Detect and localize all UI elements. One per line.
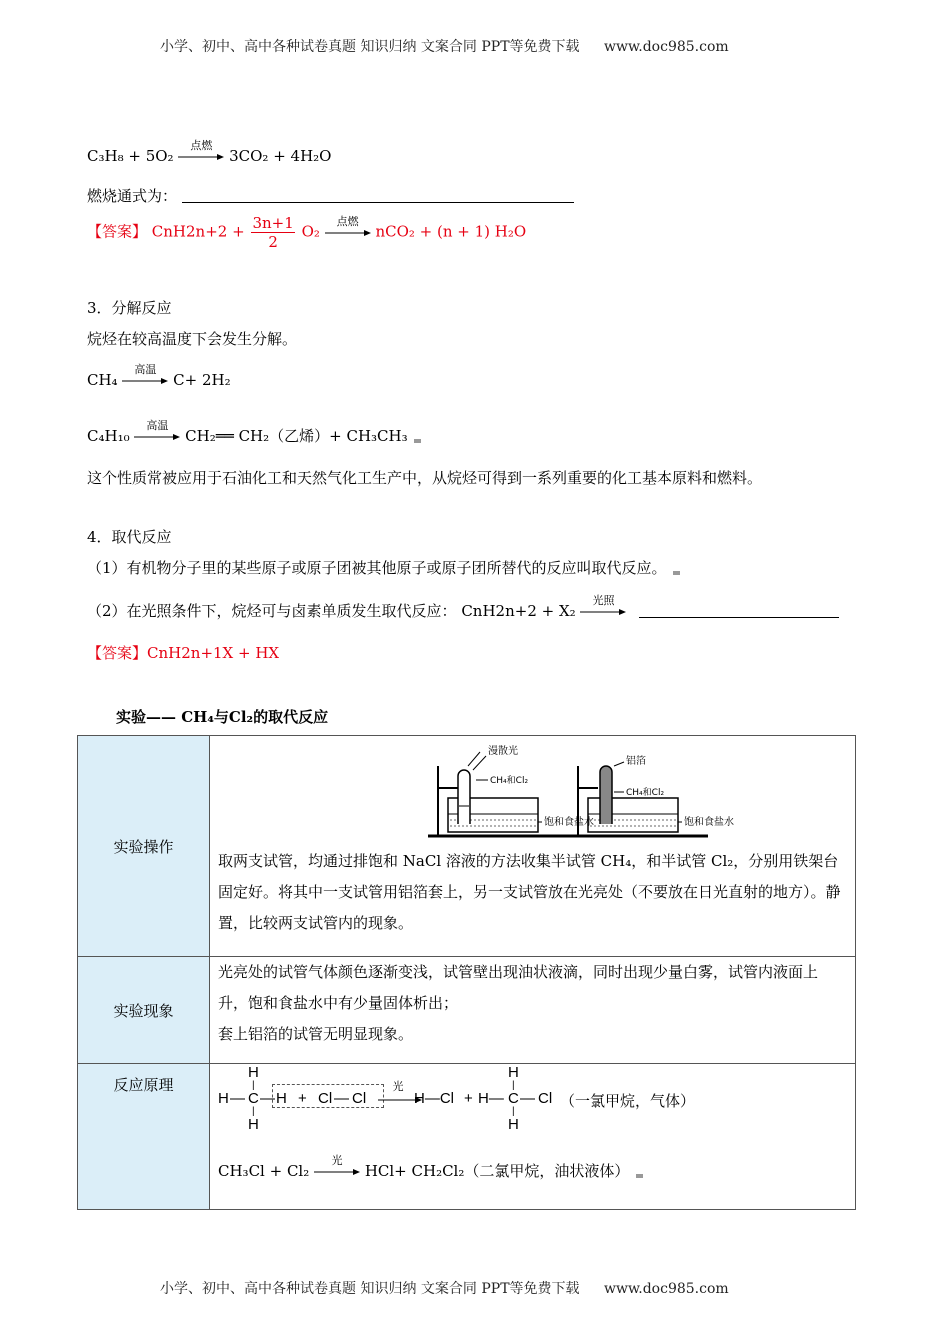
- answer-tag: 【答案】: [87, 222, 148, 241]
- fraction-numerator: 3n+1: [252, 214, 294, 232]
- equation-product: C+ 2H₂: [173, 371, 231, 389]
- apparatus-figure: [218, 736, 847, 846]
- label-brine-2: 饱和食盐水: [684, 817, 734, 828]
- methane-chlorination-structure: H | H — C — | H H + Cl — Cl 光 H—Cl + H— H | C — | H Cl （一氯甲烷，气体）: [218, 1064, 696, 1133]
- label-diffuse-light: 漫散光: [488, 746, 518, 757]
- answer-blank[interactable]: [182, 188, 574, 203]
- answer-blank[interactable]: [639, 603, 839, 618]
- arrow-condition: 光: [392, 1081, 404, 1093]
- decomposition-equation-1: [87, 363, 231, 389]
- answer-tag: 【答案】: [87, 644, 148, 662]
- section-4-item-1: [87, 557, 680, 578]
- item-text: （2）在光照条件下，烷烃可与卤素单质发生取代反应：: [87, 602, 457, 620]
- equation-reactant: CnH2n+2 + X₂: [461, 602, 576, 620]
- equation-reactant: CH₃Cl + Cl₂: [218, 1162, 310, 1180]
- label-foil: 铝箔: [626, 756, 646, 767]
- reaction-arrow: [122, 363, 168, 385]
- product-hcl: H—Cl: [414, 1090, 454, 1107]
- answer-text: CnH2n+1X + HX: [147, 644, 280, 662]
- reaction-arrow: [325, 214, 371, 237]
- footer-url[interactable]: www.doc985.com: [603, 1281, 729, 1297]
- equation-reactant: C₃H₈ + 5O₂: [87, 147, 174, 165]
- fraction: [251, 214, 294, 251]
- arrow-condition: 高温: [134, 363, 157, 376]
- row-label: 实验操作: [78, 736, 210, 957]
- section-3-title: 3．分解反应: [87, 299, 172, 317]
- product-note: （一氯甲烷，气体）: [560, 1092, 696, 1110]
- label-gas-1: CH₄和Cl₂: [490, 776, 529, 786]
- general-formula-question: [87, 185, 574, 206]
- label-brine-1: 饱和食盐水: [544, 817, 594, 828]
- page-header: [160, 36, 729, 56]
- label-gas-2: CH₄和Cl₂: [626, 788, 665, 798]
- footer-text: 小学、初中、高中各种试卷真题 知识归纳 文案合同 PPT等免费下载: [160, 1281, 580, 1297]
- equation-product: HCl+ CH₂Cl₂（二氯甲烷，油状液体）: [364, 1162, 630, 1180]
- header-url[interactable]: www.doc985.com: [603, 39, 729, 55]
- experiment-table: [77, 735, 856, 1210]
- arrow-condition: 光: [331, 1154, 343, 1167]
- margin-mark: [414, 439, 421, 443]
- propane-combustion-equation: [87, 139, 332, 165]
- oxygen-formula: O₂: [301, 222, 320, 241]
- decomposition-equation-2: [87, 419, 421, 446]
- section-4-title: 4．取代反应: [87, 528, 172, 546]
- equation-reactant: CH₄: [87, 371, 118, 389]
- arrow-condition: 光照: [592, 594, 615, 607]
- arrow-condition: 点燃: [336, 214, 359, 228]
- apparatus-diagram: [418, 736, 734, 846]
- row-content: [210, 1064, 856, 1210]
- table-row: [78, 957, 856, 1064]
- dichloromethane-equation: [218, 1154, 847, 1181]
- section-4-item-2: [87, 594, 839, 621]
- section-3-intro: 烷烃在较高温度下会发生分解。: [87, 330, 298, 348]
- page-footer: [160, 1278, 729, 1298]
- alkane-formula: CnH2n+2 +: [151, 222, 245, 241]
- table-row: [78, 1064, 856, 1210]
- answer-product: nCO₂ + (n + 1) H₂O: [375, 222, 527, 241]
- equation-product: CH₂══ CH₂（乙烯）+ CH₃CH₃: [185, 427, 408, 445]
- experiment-title: 实验—— CH₄与Cl₂的取代反应: [116, 708, 329, 726]
- header-text: 小学、初中、高中各种试卷真题 知识归纳 文案合同 PPT等免费下载: [160, 39, 580, 55]
- margin-mark: [636, 1174, 643, 1178]
- fraction-denominator: 2: [268, 233, 278, 251]
- equation-product: 3CO₂ + 4H₂O: [229, 147, 332, 165]
- reaction-arrow: [134, 419, 180, 441]
- answer-substitution: [87, 642, 279, 663]
- row-content: [210, 957, 856, 1064]
- section-3-note: 这个性质常被应用于石油化工和天然气化工生产中，从烷烃可得到一系列重要的化工基本原料和燃料。: [87, 469, 763, 487]
- item-text: （1）有机物分子里的某些原子或原子团被其他原子或原子团所替代的反应叫取代反应。: [87, 559, 667, 577]
- margin-mark: [673, 571, 680, 575]
- equation-reactant: C₄H₁₀: [87, 427, 130, 445]
- question-label: 燃烧通式为：: [87, 187, 178, 205]
- reaction-arrow: [178, 139, 224, 161]
- row-label: 反应原理: [78, 1064, 210, 1210]
- phenomenon-text-1: 光亮处的试管气体颜色逐渐变浅，试管壁出现油状液滴，同时出现少量白雾，试管内液面上升，饱和食盐水中有少量固体析出；: [218, 963, 819, 1012]
- reaction-arrow: [314, 1154, 360, 1176]
- reaction-arrow: [580, 594, 626, 616]
- plus-sign: +: [298, 1090, 307, 1107]
- answer-combustion: [87, 214, 526, 251]
- row-content: [210, 736, 856, 957]
- table-row: [78, 736, 856, 957]
- arrow-condition: 高温: [146, 419, 169, 432]
- phenomenon-text-2: 套上铝箔的试管无明显现象。: [218, 1025, 414, 1043]
- arrow-condition: 点燃: [190, 139, 213, 152]
- row-label: 实验现象: [78, 957, 210, 1064]
- operation-text: 取两支试管，均通过排饱和 NaCl 溶液的方法收集半试管 CH₄，和半试管 Cl₂，分别用铁架台固定好。将其中一支试管用铝箔套上，另一支试管放在光亮处（不要放在日光直射的地方）。静置，比较两支试管内的现象。: [218, 852, 841, 932]
